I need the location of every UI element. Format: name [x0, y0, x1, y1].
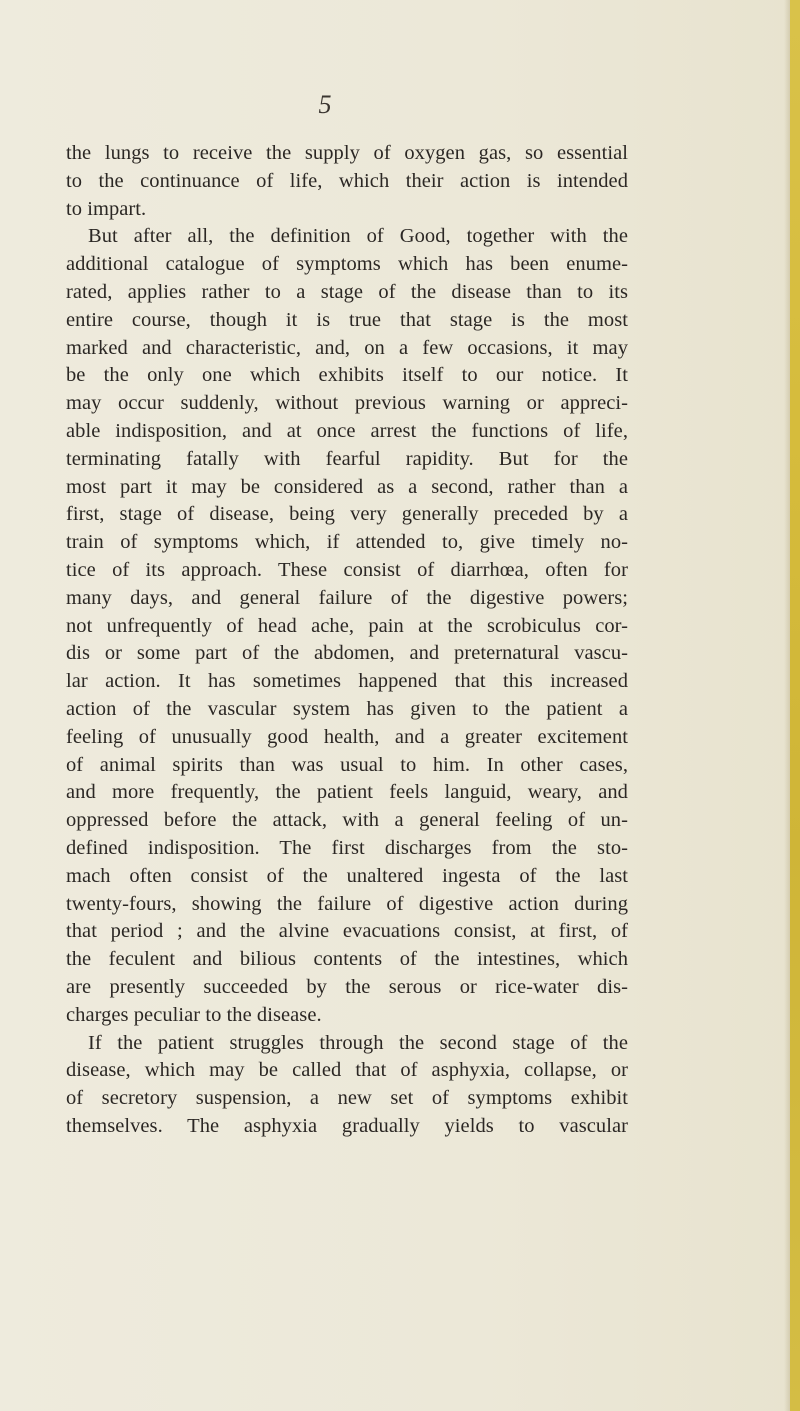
text-line: If the patient struggles through the second stage of the	[88, 1031, 628, 1054]
text-line: terminating fatally with fearful rapidity. But for the	[66, 447, 628, 470]
text-line: But after all, the definition of Good, together with the	[88, 225, 628, 248]
text-line: entire course, though it is true that stage is the most	[66, 308, 628, 331]
text-line: charges peculiar to the disease.	[66, 1003, 322, 1026]
text-line: to the continuance of life, which their action is intended	[66, 169, 628, 192]
text-line: of animal spirits than was usual to him. In other cases,	[66, 753, 628, 776]
text-line: not unfrequently of head ache, pain at the scrobiculus cor-	[66, 614, 628, 637]
text-line: to impart.	[66, 197, 147, 220]
text-line: many days, and general failure of the digestive powers;	[66, 586, 628, 609]
text-line: marked and characteristic, and, on a few occasions, it may	[66, 336, 628, 359]
text-line: train of symptoms which, if attended to, give timely no-	[66, 531, 628, 554]
text-line: and more frequently, the patient feels languid, weary, and	[66, 781, 628, 804]
text-line: lar action. It has sometimes happened that this increased	[66, 670, 628, 693]
text-line: feeling of unusually good health, and a greater excitement	[66, 725, 628, 748]
text-line: oppressed before the attack, with a general feeling of un-	[66, 809, 628, 832]
book-edge	[790, 0, 800, 1411]
text-line: action of the vascular system has given to the patient a	[66, 697, 628, 720]
text-line: that period ; and the alvine evacuations consist, at first, of	[66, 920, 628, 943]
page-number: 5	[318, 90, 332, 119]
text-line: of secretory suspension, a new set of symptoms exhibit	[66, 1087, 628, 1110]
text-line: most part it may be considered as a second, rather than a	[66, 475, 628, 498]
text-line: the feculent and bilious contents of the intestines, which	[66, 948, 628, 971]
text-line: disease, which may be called that of asphyxia, collapse, or	[66, 1059, 628, 1082]
text-line: tice of its approach. These consist of diarrhœa, often for	[66, 558, 628, 581]
text-line: first, stage of disease, being very generally preceded by a	[66, 503, 628, 526]
text-line: rated, applies rather to a stage of the disease than to its	[66, 280, 628, 303]
body-text	[66, 140, 628, 1141]
text-line: be the only one which exhibits itself to our notice. It	[66, 364, 628, 387]
text-line: additional catalogue of symptoms which has been enume-	[66, 253, 628, 276]
text-line: may occur suddenly, without previous warning or appreci-	[66, 392, 628, 415]
text-line: dis or some part of the abdomen, and preternatural vascu-	[66, 642, 628, 665]
text-line: defined indisposition. The first discharges from the sto-	[66, 836, 628, 859]
text-line: themselves. The asphyxia gradually yields to vascular	[66, 1114, 628, 1137]
text-line: are presently succeeded by the serous or rice-water dis-	[66, 975, 628, 998]
text-line: twenty-fours, showing the failure of digestive action during	[66, 892, 628, 915]
text-line: the lungs to receive the supply of oxygen gas, so essential	[66, 142, 628, 164]
text-line: able indisposition, and at once arrest the functions of life,	[66, 419, 628, 442]
text-line: mach often consist of the unaltered ingesta of the last	[66, 864, 628, 887]
